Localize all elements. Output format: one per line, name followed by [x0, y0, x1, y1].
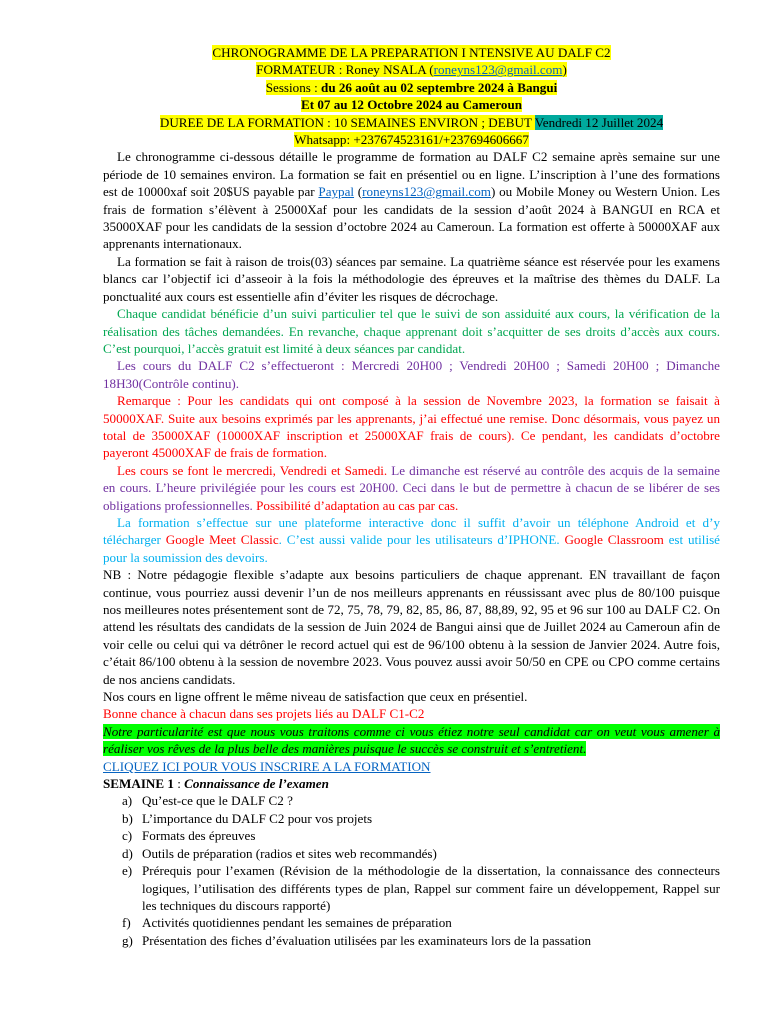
intro-paragraph-2: La formation se fait à raison de trois(03) séances par semaine. La quatrième séance est réservée pour les examens blancs car l’objectif ici d’asseoir à la fois la méthodologie des épreuves et la maîtrise des thèmes du DALF. La ponctualité aux cours est essentielle afin d’éviter les risques de décrochage. — [103, 253, 720, 304]
paypal-link[interactable]: Paypal — [318, 184, 355, 200]
days-paragraph: Les cours se font le mercredi, Vendredi et Samedi. Le dimanche est réservé au contrôle des acquis de la semaine en cours. L’heure privilégiée pour les cours est 20H00. Ceci dans le but de permettre à chacun de se libérer de ses obligations professionnelles. Possibilité d’adaptation au cas par cas. — [103, 462, 720, 513]
online-paragraph: Nos cours en ligne offrent le même niveau de satisfaction que ceux en présentiel. — [103, 689, 528, 705]
follow-up-paragraph: Chaque candidat bénéficie d’un suivi particulier tel que le suivi de son assiduité aux cours, la vérification de la réalisation des tâches demandées. En revanche, chaque apprenant doit s’acquitter de ses droits d’accès aux cours. C’est pourquoi, l’accès gratuit est limité à deux séances par candidat. — [103, 306, 720, 356]
week-1-heading: SEMAINE 1 : Connaissance de l’examen — [103, 776, 329, 792]
list-item: a) Qu’est-ce que le DALF C2 ? — [122, 793, 293, 809]
intro-paragraph-1: Le chronogramme ci-dessous détaille le programme de formation au DALF C2 semaine après semaine sur une période de 10 semaines environ. La formation se fait en présentiel ou en ligne. L’inscription à l’une des formations est de 10000xaf soit 20$US payable par Paypal (roneyns123@gmail.com) ou Mobile Money ou Western Union. Les frais de formation s’élèvent à 25000Xaf pour les candidats de la session d’août 2024 à BANGUI en RCA et 35000XAF pour les candidats de la session d’octobre 2024 au Cameroun. La formation est offerte à 50000XAF aux apprenants internationaux. — [103, 149, 720, 252]
remark-paragraph: Remarque : Pour les candidats qui ont composé à la session de Novembre 2023, la formation se faisait à 50000XAF. Suite aux besoins exprimés par les apprenants, j’ai effectué une remise. Donc désormais, vous payez un total de 35000XAF (10000XAF inscription et 25000XAF frais de cours). Ce pendant, les candidats d’octobre payeront 45000XAF de frais de formation. — [103, 393, 720, 461]
register-link[interactable]: CLIQUEZ ICI POUR VOUS INSCRIRE A LA FORMATION — [103, 758, 431, 774]
list-item: g) Présentation des fiches d’évaluation utilisées par les examinateurs lors de la passation — [122, 932, 592, 948]
google-classroom-label: Google Classroom — [564, 532, 664, 548]
sessions-line-2: Et 07 au 12 Octobre 2024 au Cameroun — [300, 97, 523, 113]
list-item: c) Formats des épreuves — [122, 828, 256, 844]
schedule-paragraph: Les cours du DALF C2 s’effectueront : Mercredi 20H00 ; Vendredi 20H00 ; Samedi 20H00 ; Dimanche 18H30(Contrôle continu). — [103, 358, 720, 391]
particularity-paragraph: Notre particularité est que nous vous traitons comme ci vous étiez notre seul candidat car on veut vous amener à réaliser vos rêves de la plus belle des manières puisque le succès se construit et s’entretient. — [103, 723, 720, 757]
list-item: f) Activités quotidiennes pendant les semaines de préparation — [122, 915, 452, 931]
google-meet-label: Google Meet Classic — [165, 532, 279, 548]
payment-email-link[interactable]: roneyns123@gmail.com — [362, 184, 491, 200]
document-title: CHRONOGRAMME DE LA PREPARATION I NTENSIVE AU DALF C2 — [212, 45, 611, 60]
trainer-email-link[interactable]: roneyns123@gmail.com — [433, 62, 563, 78]
list-item: e) Prérequis pour l’examen (Révision de la méthodologie de la dissertation, la connaissance des connecteurs logiques, l’utilisation des différents types de plan, Rappel sur comment faire un développement, Rappel sur les techniques du discours rapporté) — [122, 863, 720, 913]
sessions-line: Sessions : du 26 août au 02 septembre 2024 à Bangui — [265, 79, 558, 95]
document-header — [103, 44, 720, 148]
nb-paragraph: NB : Notre pédagogie flexible s’adapte aux besoins particuliers de chaque apprenant. EN travaillant de façon continue, vous pourriez aussi devenir l’un de nos meilleurs apprenants en réussissant avec plus de 80/100 puisque nos meilleures notes présentement sont de 72, 75, 78, 79, 82, 85, 86, 87, 88,89, 92, 95 et 96 sur 100 au DALF C2. On attend les résultats des candidats de la session de Juin 2024 de Bangui ainsi que de Juillet 2024 au Cameroun afin de voir celle ou celui qui va détrôner le record actuel qui est de 96/100 obtenu à la session de Janvier 2024. Autre fois, c’était 86/100 obtenu à la session de novembre 2023. Vous pouvez aussi avoir 50/50 en CPE ou CPO comme certains de nos anciens candidats. — [103, 567, 720, 687]
platform-paragraph: La formation s’effectue sur une plateforme interactive donc il suffit d’avoir un téléphone Android et d’y télécharger Google Meet Classic. C’est aussi valide pour les utilisateurs d’IPHONE. Google Classroom est utilisé pour la soumission des devoirs. — [103, 514, 720, 565]
duration-line: DUREE DE LA FORMATION : 10 SEMAINES ENVIRON ; DEBUT — [159, 114, 535, 130]
trainer-line: FORMATEUR : Roney NSALA (roneyns123@gmail.com) — [256, 62, 567, 78]
list-item: d) Outils de préparation (radios et sites web recommandés) — [122, 845, 437, 861]
whatsapp-line: Whatsapp: +237674523161/+237694606667 — [294, 132, 529, 148]
start-date-badge: Vendredi 12 Juillet 2024 — [534, 114, 664, 130]
good-luck-line: Bonne chance à chacun dans ses projets liés au DALF C1-C2 — [103, 706, 425, 722]
list-item: b) L’importance du DALF C2 pour vos projets — [122, 810, 373, 826]
week-1-list — [103, 792, 720, 949]
